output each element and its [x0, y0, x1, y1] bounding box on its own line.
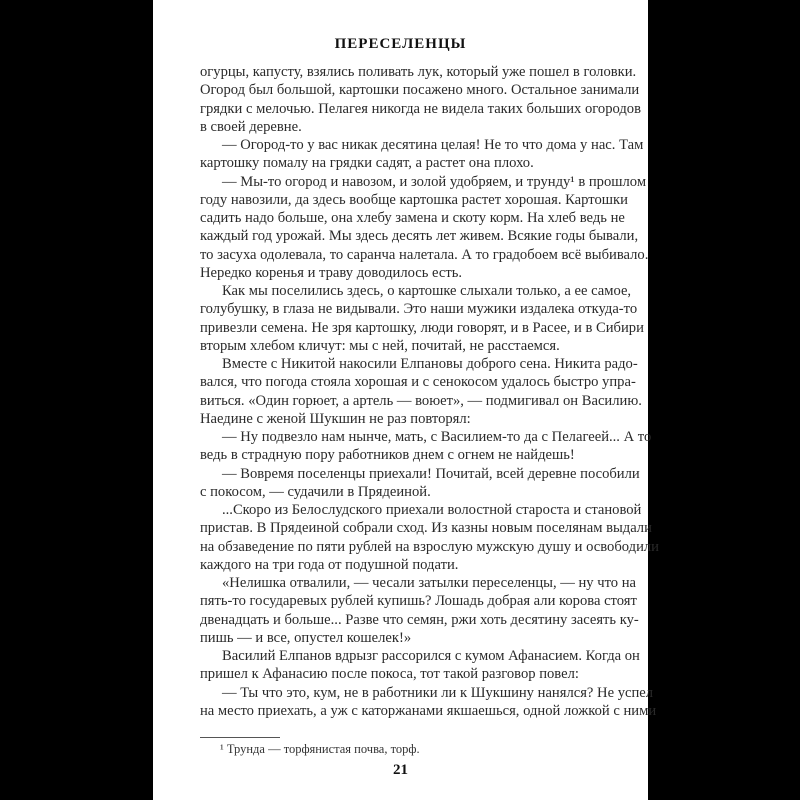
- text-line: в своей деревне.: [200, 118, 302, 135]
- text-line: «Нелишка отвалили, — чесали затылки переселенцы, — ну что на: [222, 575, 637, 591]
- text-line: Наедине с женой Шукшин не раз повторял:: [200, 410, 471, 427]
- text-line: на место приехать, а уж с каторжанами якшаешься, одной ложкой с ними: [200, 702, 657, 719]
- text-line: — Ты что это, кум, не в работники ли к Шукшину нанялся? Не успел: [222, 684, 654, 701]
- text-line: вался, что погода стояла хорошая и с сенокосом удалось быстро упра-: [200, 374, 636, 391]
- text-line: огурцы, капусту, взялись поливать лук, который уже пошел в головки.: [200, 64, 637, 80]
- text-line: Как мы поселились здесь, о картошке слыхали только, а ее самое,: [222, 283, 632, 299]
- text-line: вторым хлебом кличут: мы с ней, почитай, не расстаемся.: [200, 337, 560, 354]
- text-line: пристав. В Прядеиной собрали сход. Из казны новым поселянам выдали: [200, 520, 652, 537]
- text-line: картошку помалу на грядки садят, а растет она плохо.: [200, 155, 534, 172]
- running-header: ПЕРЕСЕЛЕНЦЫ: [334, 36, 467, 52]
- text-line: пять-то государевых рублей купишь? Лошадь добрая али корова стоят: [200, 593, 637, 610]
- text-line: — Ну подвезло нам нынче, мать, с Василием-то да с Пелагеей... А то: [222, 429, 652, 445]
- text-line: каждого на три года от подушной подати.: [200, 556, 459, 573]
- text-line: с покосом, — судачили в Прядеиной.: [200, 483, 431, 500]
- text-line: Вместе с Никитой накосили Елпановы доброго сена. Никита радо-: [222, 356, 638, 372]
- footnote: ¹ Трунда — торфянистая почва, торф.: [220, 742, 420, 756]
- text-line: грядки с мелочью. Пелагея никогда не видела таких больших огородов: [200, 100, 641, 117]
- text-line: на обзаведение по пяти рублей на взрослую мужскую душу и освободили: [200, 538, 659, 555]
- text-line: Василий Елпанов вдрызг рассорился с кумом Афанасием. Когда он: [222, 648, 640, 664]
- text-line: садить надо больше, она хлебу замена и скоту корм. На хлеб ведь не: [200, 210, 625, 226]
- body-text: [200, 63, 659, 720]
- text-line: пишь — и все, опустел кошелек!»: [200, 629, 412, 646]
- text-line: виться. «Один горюет, а артель — воюет», — подмигивал он Василию.: [200, 392, 642, 409]
- text-line: ...Скоро из Белослудского приехали волостной староста и становой: [222, 502, 642, 518]
- text-line: двенадцать и больше... Разве что семян, ржи хоть десятину засеять ку-: [200, 611, 639, 628]
- text-line: то засуха одолевала, то саранча налетала. А то градобоем всё выбивало.: [200, 246, 649, 263]
- book-page: [153, 0, 659, 800]
- text-line: — Огород-то у вас никак десятина целая! Не то что дома у нас. Там: [222, 137, 644, 153]
- text-line: году навозили, да здесь вообще картошка растет хорошая. Картошки: [200, 191, 628, 208]
- page-number: 21: [393, 762, 408, 778]
- text-line: ведь в страдную пору работников днем с огнем не найдешь!: [200, 447, 575, 464]
- text-line: привезли семена. Не зря картошку, люди говорят, и в Расее, и в Сибири: [200, 319, 644, 336]
- text-line: голубушку, в глаза не видывали. Это наши мужики издалека откуда-то: [200, 301, 638, 318]
- text-line: — Вовремя поселенцы приехали! Почитай, всей деревне пособили: [222, 465, 640, 482]
- text-line: Нередко коренья и траву доводилось есть.: [200, 264, 463, 281]
- text-line: — Мы-то огород и навозом, и золой удобряем, и трунду¹ в прошлом: [222, 173, 647, 190]
- text-line: каждый год урожай. Мы здесь десять лет живем. Всякие годы бывали,: [200, 228, 639, 245]
- text-line: Огород был большой, картошки посажено много. Остальное занимали: [200, 82, 640, 99]
- footnote-divider: [200, 737, 280, 738]
- text-line: пришел к Афанасию после покоса, тот такой разговор повел:: [200, 666, 579, 683]
